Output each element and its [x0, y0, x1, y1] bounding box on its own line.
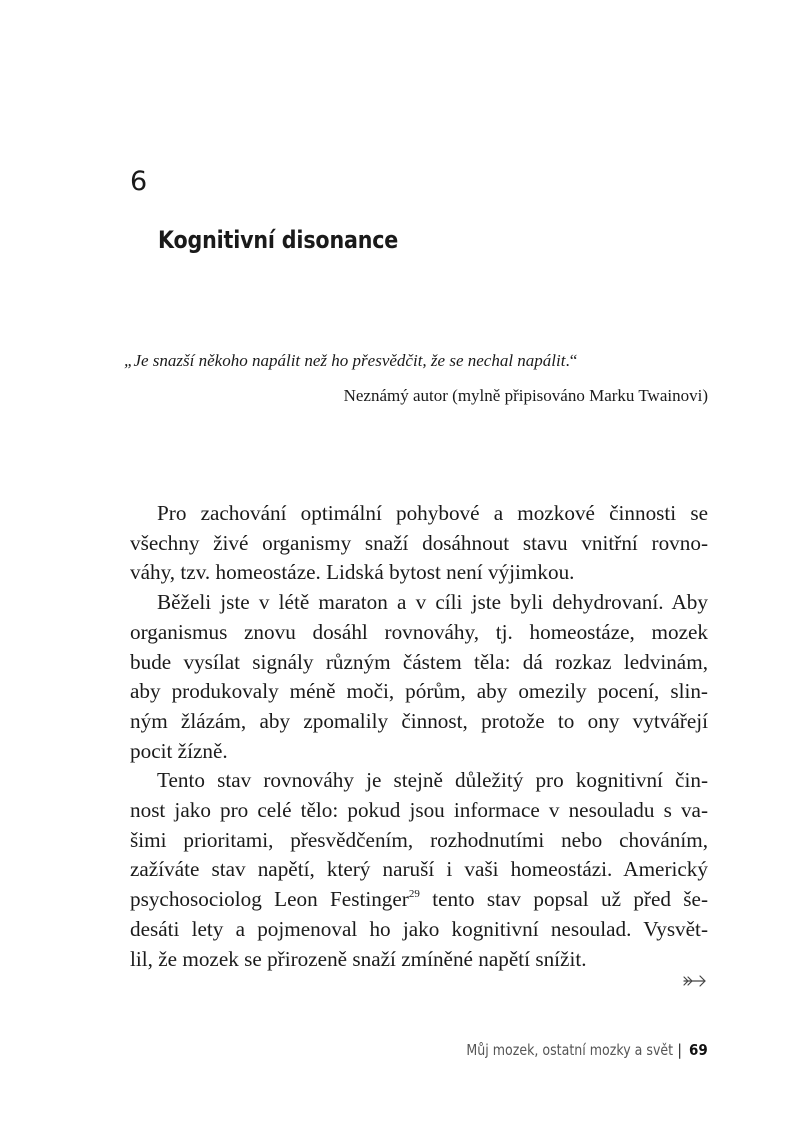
body-line: Tento stav rovnováhy je stejně důležitý pro kognitivní čin- [157, 768, 708, 793]
running-title: Můj mozek, ostatní mozky a svět [466, 1041, 674, 1059]
arrow-right-icon [683, 974, 707, 988]
footer-separator: | [677, 1041, 683, 1059]
body-line: lil, že mozek se přirozeně snaží zmíněné napětí snížit. [130, 946, 587, 971]
body-line: ným žlázám, aby zpomalily činnost, protože to ony vytvářejí [130, 708, 708, 733]
body-line: zažíváte stav napětí, který naruší i vaši homeostázi. Americký [130, 857, 708, 882]
body-text [130, 499, 708, 974]
body-line-part: psychosociolog Leon Festinger [130, 887, 409, 912]
close-quote-mark: .“ [565, 351, 578, 370]
body-line: všechny živé organismy snaží dosáhnout stavu vnitřní rovno- [130, 530, 708, 555]
footnote-reference[interactable]: 29 [408, 888, 420, 901]
body-line: aby produkovaly méně moči, pórům, aby omezily pocení, slin- [130, 679, 708, 704]
epigraph-quote [124, 351, 577, 371]
body-line: desáti lety a pojmenoval ho jako kognitivní nesoulad. Vysvět- [130, 916, 708, 941]
page-footer [427, 1041, 709, 1059]
body-line: šimi prioritami, přesvědčením, rozhodnutími nebo chováním, [130, 827, 708, 852]
body-line [130, 885, 708, 915]
body-line: váhy, tzv. homeostáze. Lidská bytost není výjimkou. [130, 560, 575, 585]
body-line: Pro zachování optimální pohybové a mozkové činnosti se [157, 501, 708, 525]
chapter-number: 6 [130, 166, 148, 197]
body-line: nost jako pro celé tělo: pokud jsou informace v nesouladu s va- [130, 798, 708, 823]
epigraph-text: Je snazší někoho napálit než ho přesvědčit, že se nechal napálit [133, 351, 566, 370]
body-line-part: tento stav popsal už před še- [419, 887, 708, 912]
open-quote-mark: „ [124, 351, 134, 370]
epigraph-author: Neznámý autor (mylně připisováno Marku Twainovi) [343, 386, 708, 405]
page-number: 69 [689, 1041, 708, 1059]
body-line: bude vysílat signály různým částem těla: dá rozkaz ledvinám, [130, 649, 708, 674]
chapter-title: Kognitivní disonance [158, 226, 399, 254]
body-line: Běželi jste v létě maraton a v cíli jste byli dehydrovaní. Aby [157, 590, 708, 615]
body-line: pocit žízně. [130, 738, 228, 763]
body-line: organismus znovu dosáhl rovnováhy, tj. homeostáze, mozek [130, 619, 708, 644]
